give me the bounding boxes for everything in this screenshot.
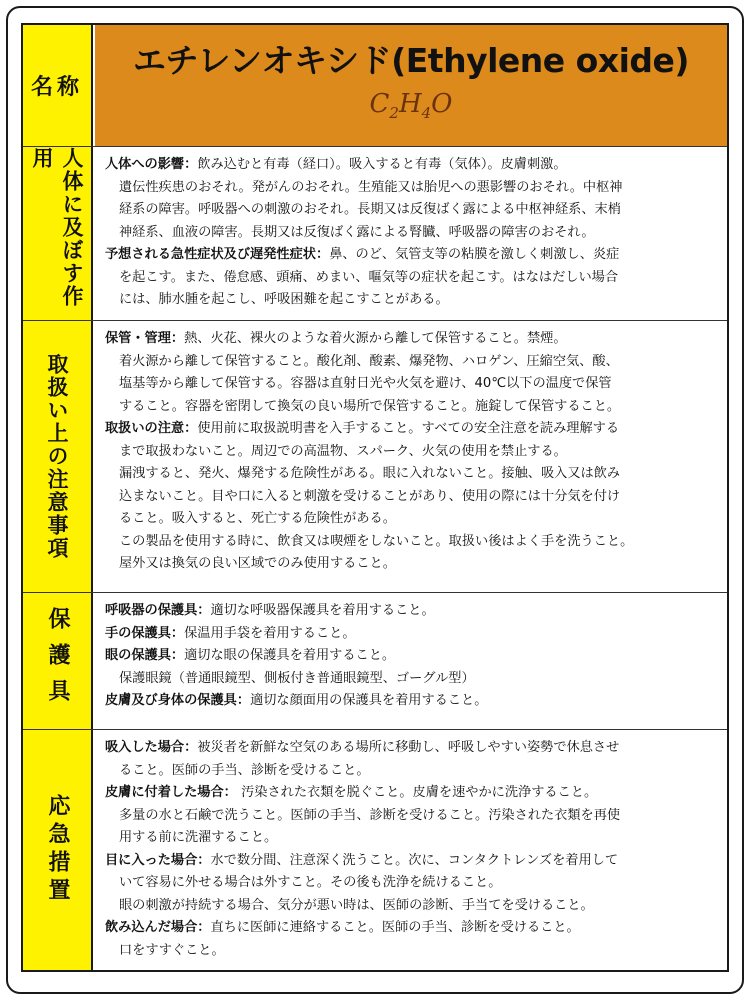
handling-row [23,321,727,593]
line-heading: 保管・管理： [105,331,185,346]
line-heading: 眼の保護具： [105,648,185,663]
chemical-formula: $C_2H_4O$ [369,89,453,123]
line-text: 経系の障害。呼吸器への刺激のおそれ。長期又は反復ばく露による中枢神経系、末梢 [119,202,621,217]
text-line [105,782,717,805]
name-label: 名称 [30,75,83,100]
line-text: には、肺水腫を起こし、呼吸困難を起こすことがある。 [119,292,449,307]
text-line [105,418,717,441]
text-line [105,690,717,713]
firstaid-row [23,730,727,970]
name-row [23,25,727,147]
line-text: 保温用手袋を着用すること。 [184,625,356,641]
line-text: 塩基等から離して保管する。容器は直射日光や火気を避け、40℃以下の温度で保管 [119,376,612,391]
text-line [105,645,717,668]
text-line [105,623,717,646]
line-heading: 手の保護具： [105,625,185,641]
line-text: 着火源から離して保管すること。酸化剤、酸素、爆発物、ハロゲン、圧縮空気、酸、 [119,353,619,369]
line-heading: 飲み込んだ場合： [105,920,211,935]
text-line [105,396,717,419]
line-text: 汚染された衣類を脱ぐこと。皮膚を速やかに洗浄すること。 [236,785,598,800]
firstaid-label-cell [23,730,93,970]
line-text: 屋外又は換気の良い区域でのみ使用すること。 [119,556,396,571]
line-heading: 皮膚及び身体の保護具： [105,693,251,708]
line-text: 用する前に洗濯すること。 [119,830,278,845]
line-text: 適切な呼吸器保護具を着用すること。 [210,603,435,618]
line-text: 込まないこと。目や口に入ると刺激を受けることがあり、使用の際には十分気を付け [119,488,621,504]
line-text: 眼の刺激が持続する場合、気分が悪い時は、医師の診断、手当てを受けること。 [119,897,594,913]
firstaid-content [95,730,727,970]
line-text: を起こす。また、倦怠感、頭痛、めまい、嘔気等の症状を起こす。はなはだしい場合 [119,269,619,285]
text-line [105,737,717,760]
text-line [105,486,717,509]
line-text: 遺伝性疾患のおそれ。発がんのおそれ。生殖能又は胎児への悪影響のおそれ。中枢神 [119,179,623,195]
protective-row [23,593,727,730]
text-line [105,760,717,783]
line-heading: 取扱いの注意： [105,421,198,436]
line-text: まで取扱わないこと。周辺での高温物、スパーク、火気の使用を禁止する。 [119,443,567,459]
protective-label: 保護具 [45,607,70,715]
line-text: 鼻、のど、気管支等の粘膜を激しく刺激し、炎症 [329,247,620,262]
text-line [105,351,717,374]
text-line [105,244,717,267]
line-text: 直ちに医師に連絡すること。医師の手当、診断を受けること。 [210,920,580,935]
line-text: すること。容器を密閉して換気の良い場所で保管すること。施錠して保管すること。 [119,398,621,414]
line-text: 適切な顔面用の保護具を着用すること。 [250,693,488,708]
text-line [105,463,717,486]
line-text: 水で数分間、注意深く洗うこと。次に、コンタクトレンズを着用して [210,852,619,868]
line-heading: 呼吸器の保護具： [105,603,211,618]
text-line [105,668,717,691]
text-line [105,940,717,963]
text-line [105,328,717,351]
handling-label: 取扱い上の注意事項 [45,353,69,560]
text-line [105,872,717,895]
text-line [105,441,717,464]
title-box [95,25,727,146]
text-line [105,177,717,200]
line-text: 漏洩すると、発火、爆発する危険性がある。眼に入れないこと。接触、吸入又は飲み [119,466,621,481]
handling-content [95,321,727,592]
handling-label-cell [23,321,93,592]
text-line [105,373,717,396]
sds-sign [21,23,729,972]
protective-content [95,593,727,729]
line-text: 飲み込むと有毒（経口）。吸入すると有毒（気体）。皮膚刺激。 [197,157,567,172]
line-text: この製品を使用する時に、飲食又は喫煙をしないこと。取扱い後はよく手を洗うこと。 [119,533,634,549]
line-text: 神経系、血液の障害。長期又は反復ばく露による腎臓、呼吸器の障害のおそれ。 [119,224,595,240]
line-heading: 目に入った場合： [105,852,211,868]
line-text: いて容易に外せる場合は外すこと。その後も洗浄を続けること。 [119,875,502,890]
text-line [105,553,717,576]
health-row [23,147,727,321]
name-label-cell [23,25,93,146]
text-line [105,154,717,177]
line-text: 被災者を新鮮な空気のある場所に移動し、呼吸しやすい姿勢で休息させ [197,740,620,755]
line-heading: 人体への影響： [105,157,198,172]
line-text: 熱、火花、裸火のような着火源から離して保管すること。禁煙。 [184,331,567,346]
text-line [105,917,717,940]
line-text: 保護眼鏡（普通眼鏡型、側板付き普通眼鏡型、ゴーグル型） [119,670,475,686]
line-text: 口をすすぐこと。 [119,942,225,958]
protective-label-cell [23,593,93,729]
text-line [105,508,717,531]
line-text: 使用前に取扱説明書を入手すること。すべての安全注意を読み理解する [197,421,620,436]
text-line [105,531,717,554]
text-line [105,289,717,312]
chemical-title: エチレンオキシド(Ethylene oxide) [133,41,689,80]
text-line [105,222,717,245]
text-line [105,199,717,222]
line-heading: 吸入した場合： [105,740,198,755]
health-label: 人体に及ぼす作用 [30,147,84,308]
line-text: 多量の水と石鹸で洗うこと。医師の手当、診断を受けること。汚染された衣類を再使 [119,807,621,823]
text-line [105,895,717,918]
line-text: ること。吸入すると、死亡する危険性がある。 [119,511,396,526]
text-line [105,600,717,623]
text-line [105,827,717,850]
text-line [105,850,717,873]
line-text: ること。医師の手当、診断を受けること。 [119,762,370,778]
text-line [105,267,717,290]
line-text: 適切な眼の保護具を着用すること。 [184,648,396,663]
health-label-cell [23,147,93,320]
firstaid-label: 応急措置 [45,794,70,906]
text-line [105,805,717,828]
health-content [95,147,727,320]
line-heading: 予想される急性症状及び遅発性症状： [105,247,330,262]
line-heading: 皮膚に付着した場合： [105,785,237,800]
